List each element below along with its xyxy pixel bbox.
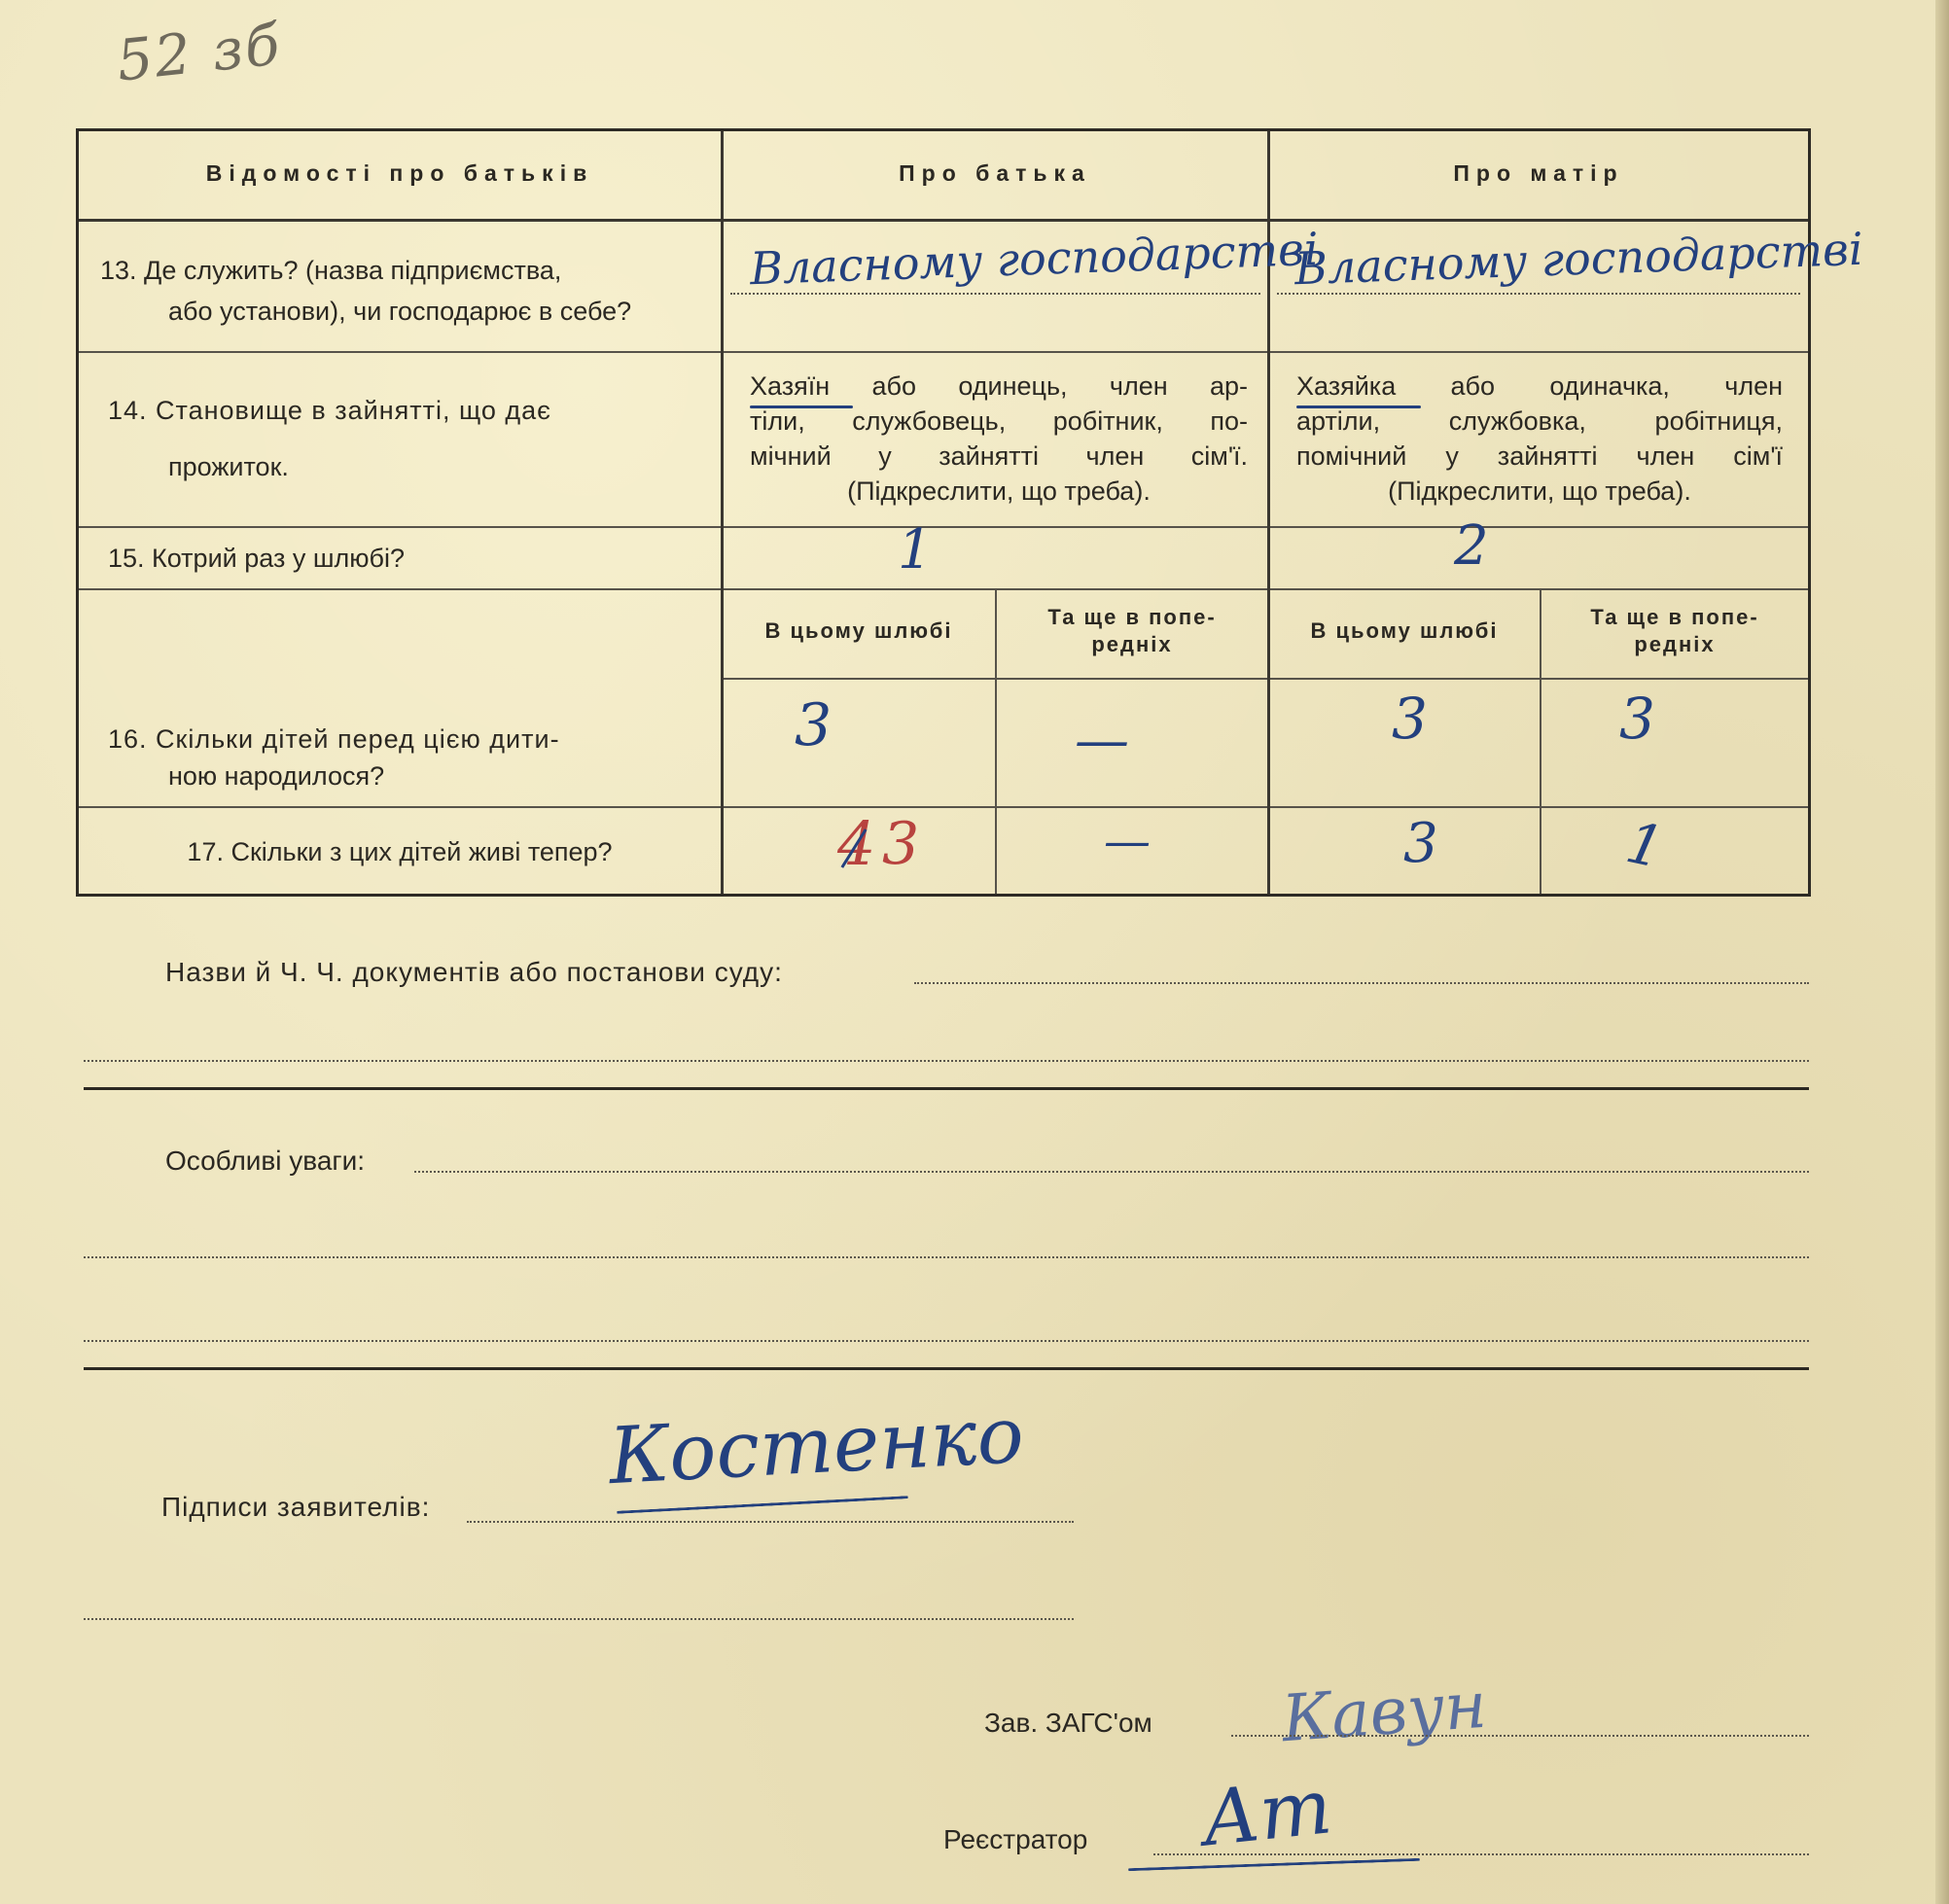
- corner-note: 52 зб: [113, 11, 285, 94]
- remarks-label: Особливі уваги:: [165, 1146, 366, 1176]
- row16-mother-this-handwritten: 3: [1392, 686, 1428, 752]
- subheader-line: Та ще в попе-: [1590, 605, 1759, 629]
- signatures-label: Підписи заявителів:: [161, 1492, 431, 1522]
- registrar-label: Реєстратор: [943, 1824, 1088, 1854]
- row17-father-this-struck: 4: [837, 808, 876, 879]
- father-option-line: Хазяїн або одинець, член ар-: [750, 371, 1248, 401]
- subheader-line: редніх: [1634, 632, 1716, 656]
- header-mother: Про матір: [1453, 160, 1624, 186]
- subheader-line: редніх: [1091, 632, 1173, 656]
- fill-line: [1277, 293, 1800, 295]
- row16-father-this-handwritten: 3: [795, 691, 833, 759]
- subheader-father-previous: [997, 604, 1267, 658]
- zags-head-signature: Кавун: [1279, 1667, 1490, 1757]
- row14-label-line2: прожиток.: [168, 452, 289, 481]
- row14-mother-options: [1296, 369, 1783, 509]
- subheader-mother-previous: [1541, 604, 1808, 658]
- row-divider: [79, 588, 1808, 590]
- documents-fill-line: [914, 982, 1809, 984]
- zags-head-label: Зав. ЗАГС'ом: [984, 1708, 1152, 1738]
- paper-edge: [1935, 0, 1949, 1904]
- documents-label: Назви й Ч. Ч. документів або постанови суду:: [165, 957, 783, 987]
- row-divider: [79, 526, 1808, 528]
- row14-father-options: [750, 369, 1248, 509]
- subheader-father-this-marriage: В цьому шлюбі: [764, 618, 953, 643]
- mother-option-line: артіли, службовка, робітниця,: [1296, 406, 1783, 436]
- section-divider: [84, 1367, 1809, 1370]
- registrar-fill-line: [1153, 1853, 1809, 1855]
- row-divider: [79, 351, 1808, 353]
- remarks-fill-line: [414, 1171, 1809, 1173]
- mother-option-line: Хазяйка або одиначка, член: [1296, 371, 1783, 401]
- row16-father-prev-handwritten: —: [1075, 709, 1129, 772]
- father-option-instruction: (Підкреслити, що треба).: [847, 476, 1151, 506]
- registrar-signature: Ат: [1197, 1763, 1336, 1864]
- subheader-mother-this-marriage: В цьому шлюбі: [1310, 618, 1499, 643]
- signatures-fill-line: [84, 1618, 1074, 1620]
- row15-mother-handwritten: 2: [1454, 514, 1489, 578]
- row16-label-line1: 16. Скільки дітей перед цією дити-: [108, 724, 560, 754]
- subheader-line: Та ще в попе-: [1047, 605, 1217, 629]
- subheader-divider: [721, 678, 1808, 680]
- signature-flourish: [1128, 1858, 1420, 1871]
- row17-mother-prev-handwritten: 1: [1620, 808, 1670, 882]
- handwritten-underline: [750, 405, 853, 408]
- father-option-line: тіли, службовець, робітник, по-: [750, 406, 1248, 436]
- row14-label-line1: 14. Становище в зайнятті, що дає: [108, 396, 551, 425]
- row-divider: [79, 806, 1808, 808]
- header-father: Про батька: [899, 160, 1091, 186]
- row17-mother-this-handwritten: 3: [1403, 812, 1438, 875]
- header-parents-info: Відомості про батьків: [205, 160, 594, 186]
- row17-label: 17. Скільки з цих дітей живі тепер?: [187, 837, 613, 866]
- remarks-fill-line: [84, 1340, 1809, 1342]
- row13-label-line2: або установи), чи господарює в себе?: [168, 297, 632, 326]
- handwritten-underline: [1296, 405, 1421, 408]
- row13-label-line1: 13. Де служить? (назва підприємства,: [100, 256, 562, 285]
- col-divider: [721, 131, 724, 894]
- zags-head-fill-line: [1231, 1735, 1809, 1737]
- mother-option-instruction: (Підкреслити, що треба).: [1388, 476, 1691, 506]
- row15-father-handwritten: 1: [898, 518, 933, 582]
- row16-mother-prev-handwritten: 3: [1619, 686, 1655, 752]
- row13-mother-handwritten: Власному господарстві: [1293, 222, 1864, 296]
- row13-father-handwritten: Власному господарстві: [749, 222, 1320, 296]
- mother-option-line: помічний у зайнятті член сім'ї: [1296, 441, 1783, 471]
- documents-fill-line: [84, 1060, 1809, 1062]
- row16-label-line2: ною народилося?: [168, 761, 385, 791]
- row17-father-prev-handwritten: —: [1104, 814, 1151, 868]
- parents-info-table: [76, 128, 1864, 897]
- fill-line: [730, 293, 1260, 295]
- section-divider: [84, 1087, 1809, 1090]
- applicant-signature: Костенко: [606, 1389, 1026, 1502]
- father-option-line: мічний у зайнятті член сім'ї.: [750, 441, 1248, 471]
- row15-label: 15. Котрий раз у шлюбі?: [108, 544, 405, 573]
- row-divider: [79, 219, 1808, 222]
- remarks-fill-line: [84, 1256, 1809, 1258]
- signatures-fill-line: [467, 1521, 1074, 1523]
- row17-father-this-corrected: 3: [882, 810, 920, 878]
